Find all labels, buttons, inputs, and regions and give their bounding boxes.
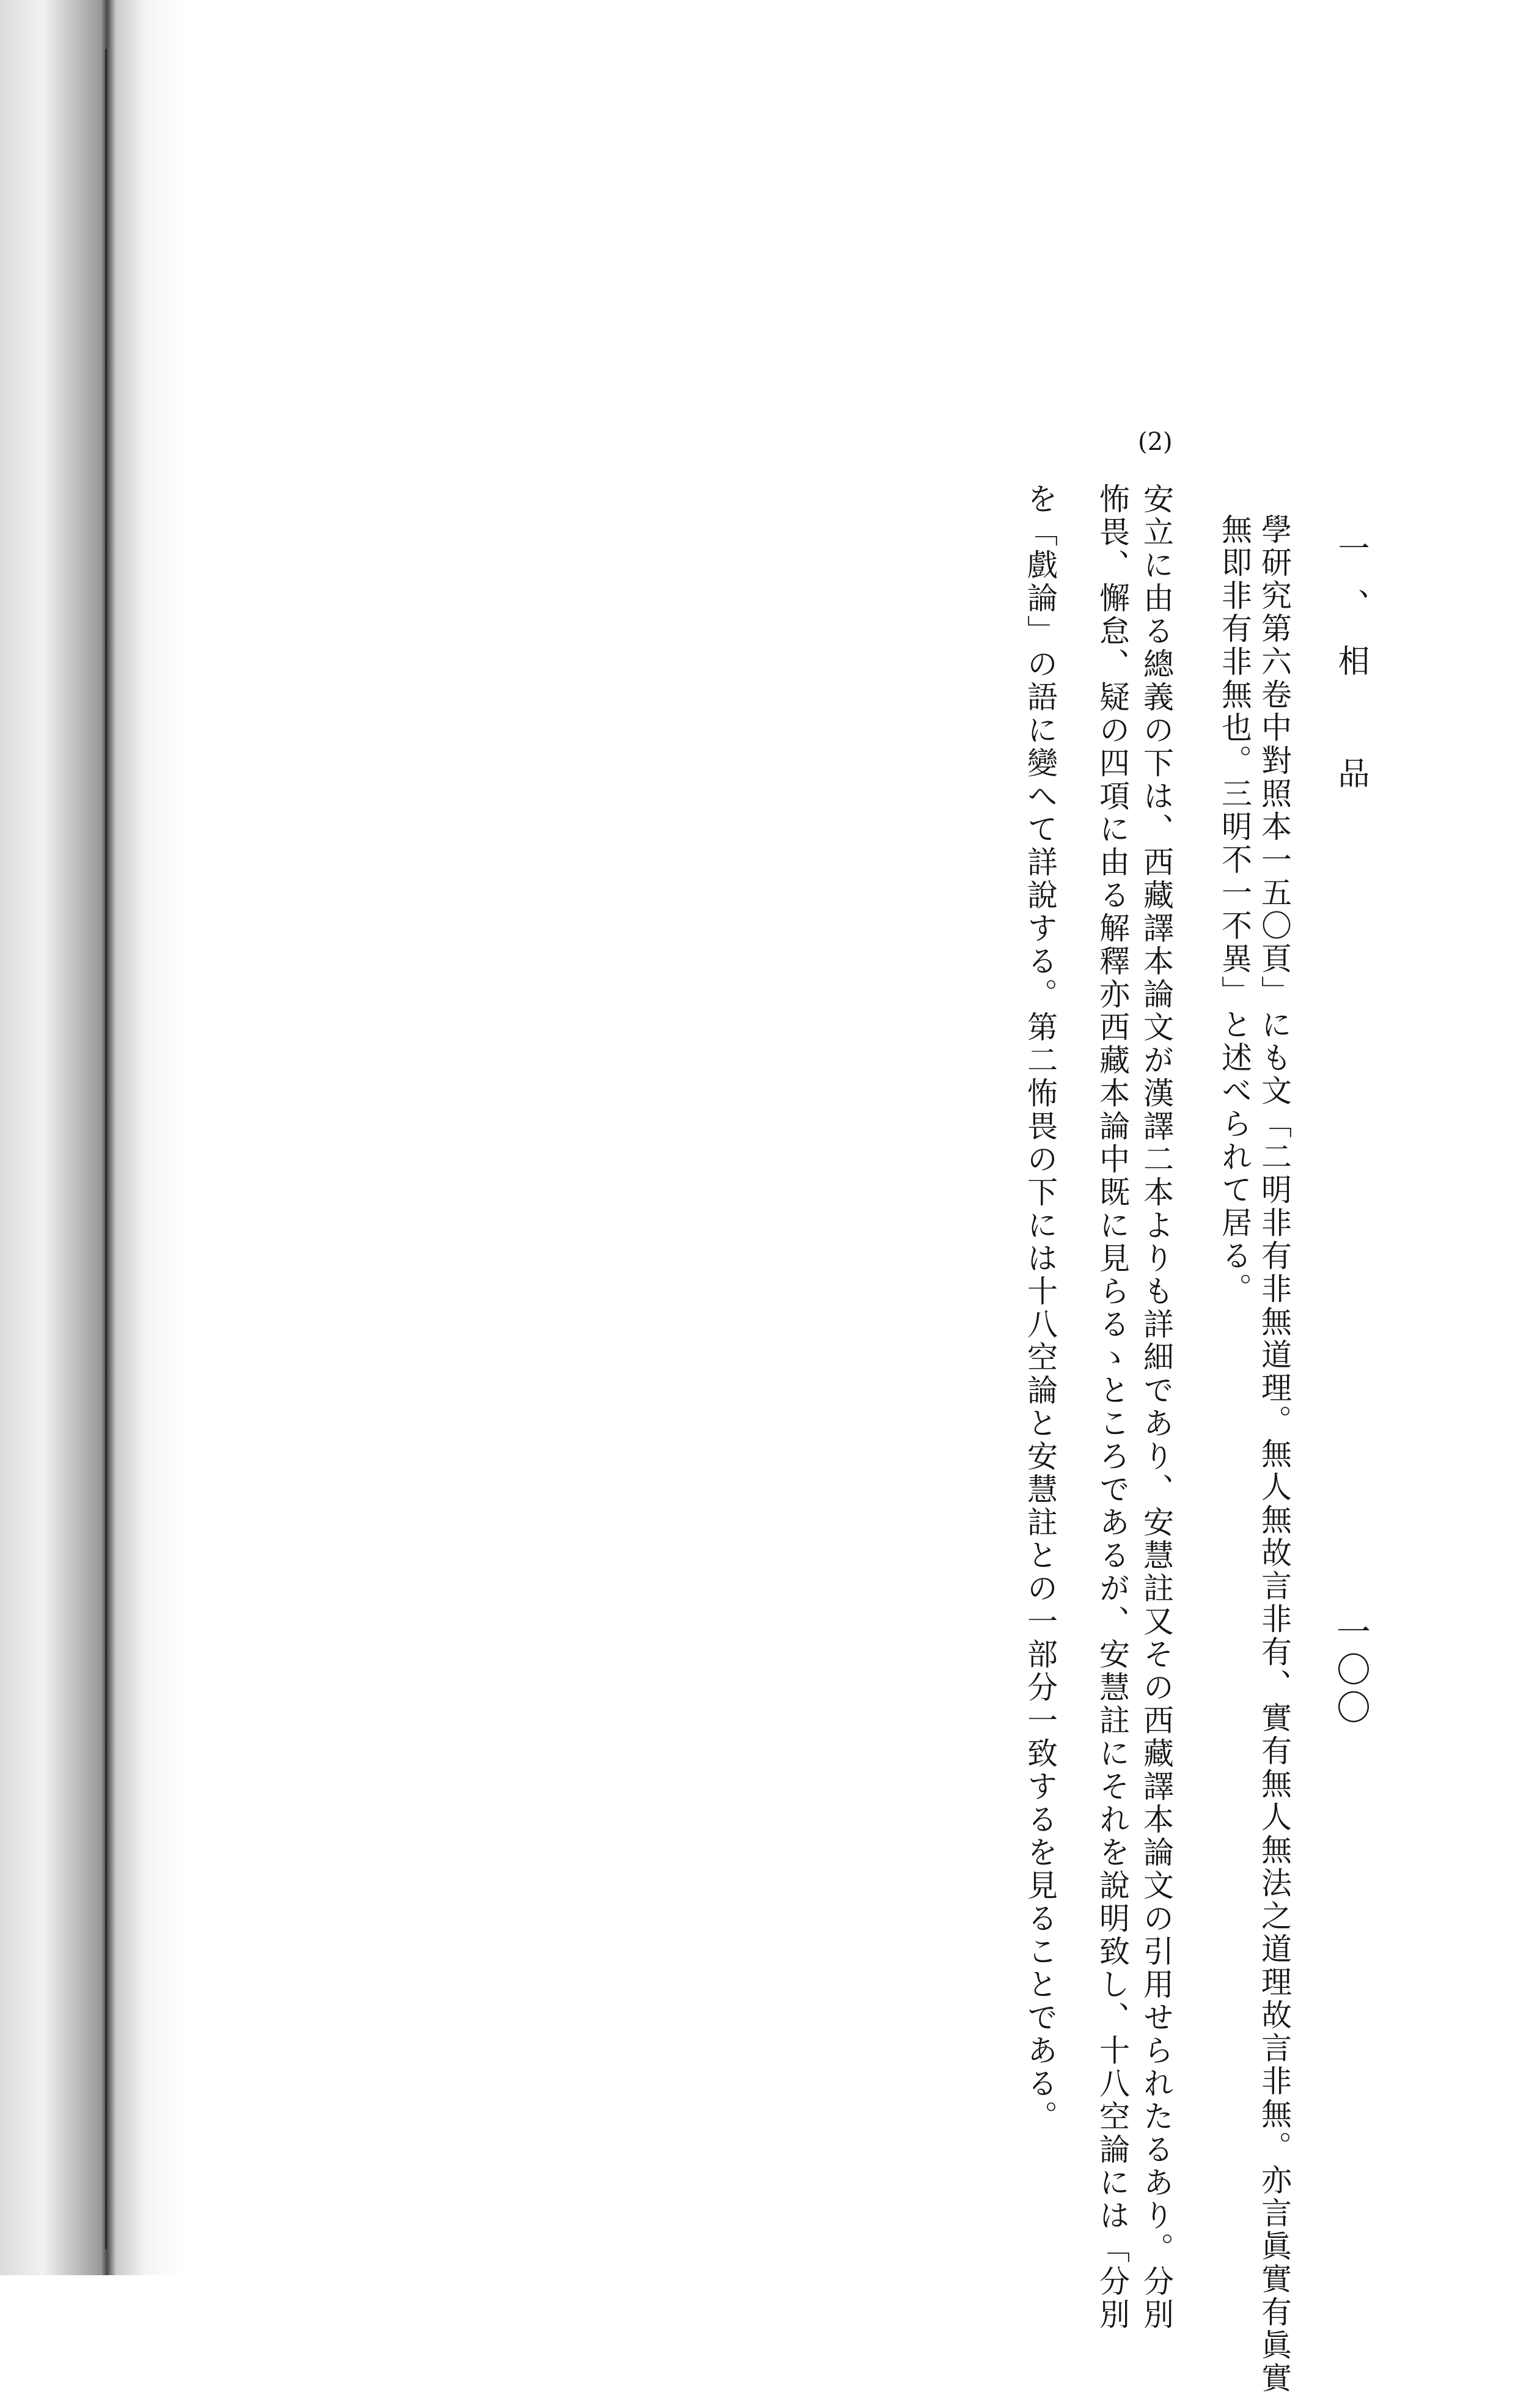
book-gutter-shadow: [0, 0, 183, 2275]
text-line-1: 學研究第六卷中對照本一五〇頁」にも文「二明非有非無道理。無人無故言非有、實有無人無法之道理故言非無。亦言眞實有眞實: [1256, 513, 1292, 2395]
note-marker: (2): [1138, 428, 1173, 456]
text-line-4: 怖畏、懈怠、疑の四項に由る解釋亦西藏本論中既に見らるゝところであるが、安慧註にそれを說明致し、十八空論には「分別: [1094, 483, 1130, 2331]
text-line-2: 無即非有非無也。三明不一不異」と述べられて居る。: [1217, 513, 1252, 1306]
page-edge-line: [105, 49, 107, 2250]
text-line-5: を「戲論」の語に變へて詳說する。第二怖畏の下には十八空論と安慧註との一部分一致するを見ることである。: [1022, 483, 1058, 2133]
running-header-title: 一、相 品: [1332, 532, 1369, 813]
page-number: 一〇〇: [1331, 1614, 1371, 1727]
text-line-3: 安立に由る總義の下は、西藏譯本論文が漢譯二本よりも詳細であり、安慧註又その西藏譯本論文の引用せられたるあり。分別: [1138, 483, 1174, 2331]
